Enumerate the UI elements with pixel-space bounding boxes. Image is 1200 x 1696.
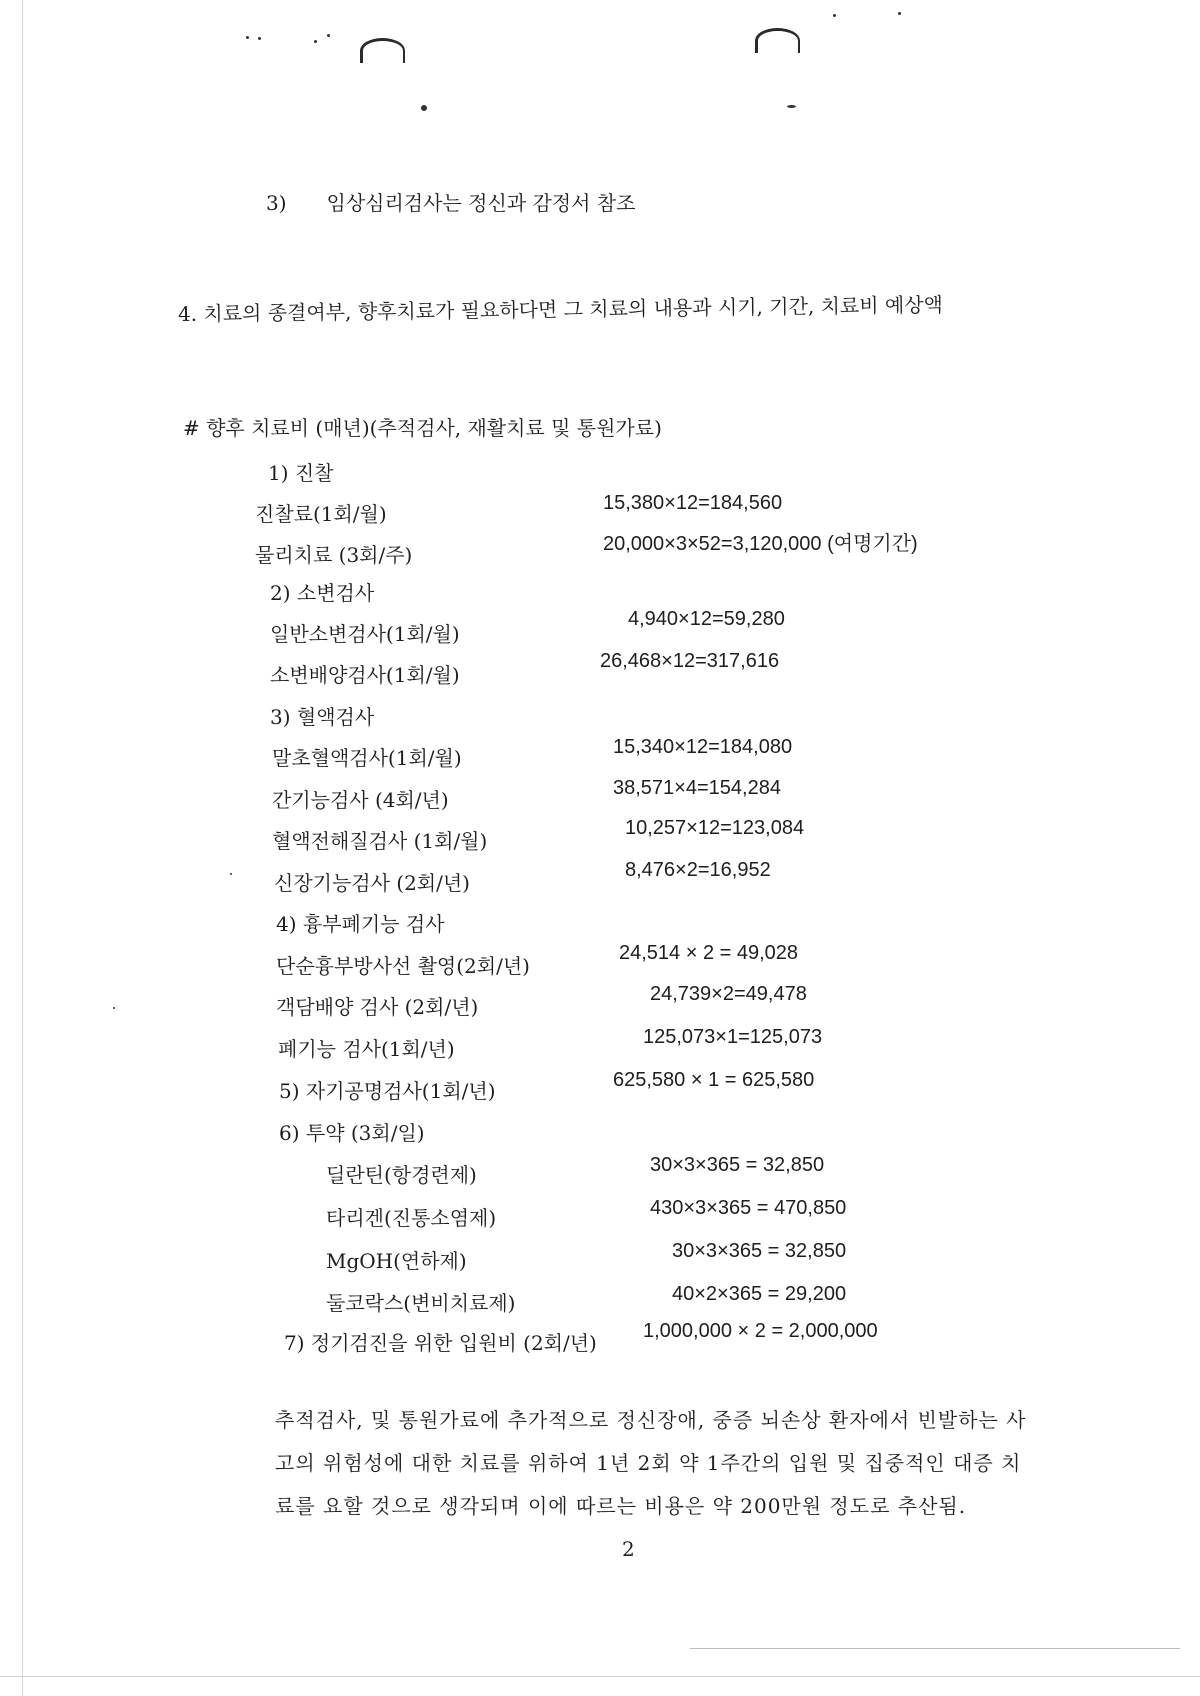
item-label-consultation-header: 1) 진찰 (268, 461, 334, 485)
scan-speck (230, 873, 232, 875)
item-label-hospitalization: 7) 정기검진을 위한 입원비 (2회/년) (284, 1331, 597, 1355)
scan-speck (421, 105, 427, 111)
scan-speck (787, 105, 796, 108)
scan-speck (246, 36, 249, 39)
section-4-heading: 4. 치료의 종결여부, 향후치료가 필요하다면 그 치료의 내용과 시기, 기간, 치료비 예상액 (177, 292, 944, 326)
paragraph-line-1: 추적검사, 및 통원가료에 추가적으로 정신장애, 중증 뇌손상 환자에서 빈발하는 사 (275, 1408, 1027, 1432)
scan-speck (327, 34, 330, 37)
item-label: 소변배양검사(1회/월) (270, 663, 460, 687)
item-label: 일반소변검사(1회/월) (270, 622, 460, 646)
item-value: 15,340×12=184,080 (613, 736, 793, 758)
scan-edge-left (22, 0, 23, 1696)
item-value: 1,000,000 × 2 = 2,000,000 (643, 1320, 878, 1342)
scan-speck (833, 14, 836, 17)
item-label: 객담배양 검사 (2회/년) (276, 995, 479, 1019)
item-value: 24,739×2=49,478 (650, 983, 807, 1005)
item-label: 신장기능검사 (2회/년) (274, 871, 470, 895)
item-label: MgOH(연하제) (326, 1249, 467, 1273)
paragraph-line-3: 료를 요할 것으로 생각되며 이에 따르는 비용은 약 200만원 정도로 추산됨. (275, 1494, 967, 1518)
item-value: 38,571×4=154,284 (613, 777, 781, 799)
item-value: 40×2×365 = 29,200 (672, 1283, 847, 1305)
item-label: 말초혈액검사(1회/월) (272, 746, 462, 770)
item-label-urine-header: 2) 소변검사 (270, 581, 375, 605)
item-label: 타리겐(진통소염제) (326, 1206, 497, 1230)
punch-hole-mark-left (360, 38, 405, 63)
treatment-cost-heading: # 향후 치료비 (매년)(추적검사, 재활치료 및 통원가료) (183, 416, 662, 440)
item-label: 단순흉부방사선 촬영(2회/년) (276, 954, 530, 978)
scan-speck (258, 37, 261, 40)
item-value: 430×3×365 = 470,850 (650, 1197, 847, 1219)
item-value: 20,000×3×52=3,120,000 (여명기간) (603, 533, 918, 555)
item-label-lung-header: 4) 흉부폐기능 검사 (276, 912, 445, 936)
item-value: 125,073×1=125,073 (643, 1026, 823, 1048)
scan-speck (113, 1007, 115, 1009)
item-value: 625,580 × 1 = 625,580 (613, 1069, 815, 1091)
item-value: 4,940×12=59,280 (628, 608, 785, 630)
scan-speck (898, 12, 901, 15)
page-number: 2 (622, 1537, 635, 1561)
item-value: 24,514 × 2 = 49,028 (619, 942, 799, 964)
item-value: 8,476×2=16,952 (625, 859, 771, 881)
item-label: 물리치료 (3회/주) (255, 543, 413, 567)
item-value: 26,468×12=317,616 (600, 650, 780, 672)
punch-hole-mark-right (755, 28, 800, 53)
item-label: 딜란틴(항경련제) (326, 1163, 477, 1187)
item-label-medication-header: 6) 투약 (3회/일) (279, 1121, 425, 1145)
scan-speck (314, 40, 317, 43)
item-value: 30×3×365 = 32,850 (650, 1154, 825, 1176)
item-label-mri: 5) 자기공명검사(1회/년) (279, 1079, 496, 1103)
scan-edge-line (690, 1648, 1180, 1649)
item-label: 둘코락스(변비치료제) (326, 1291, 516, 1315)
item-value: 30×3×365 = 32,850 (672, 1240, 847, 1262)
item-label-blood-header: 3) 혈액검사 (270, 705, 375, 729)
scan-edge-bottom (0, 1676, 1200, 1677)
item-label: 혈액전해질검사 (1회/월) (272, 829, 488, 853)
item-label: 진찰료(1회/월) (255, 502, 387, 526)
item-value: 10,257×12=123,084 (625, 817, 805, 839)
section-3-line: 3) 임상심리검사는 정신과 감정서 참조 (266, 191, 636, 215)
paragraph-line-2: 고의 위험성에 대한 치료를 위하여 1년 2회 약 1주간의 입원 및 집중적인 대증 치 (275, 1451, 1022, 1475)
item-value: 15,380×12=184,560 (603, 492, 783, 514)
item-label: 간기능검사 (4회/년) (272, 788, 449, 812)
item-label: 폐기능 검사(1회/년) (278, 1037, 455, 1061)
